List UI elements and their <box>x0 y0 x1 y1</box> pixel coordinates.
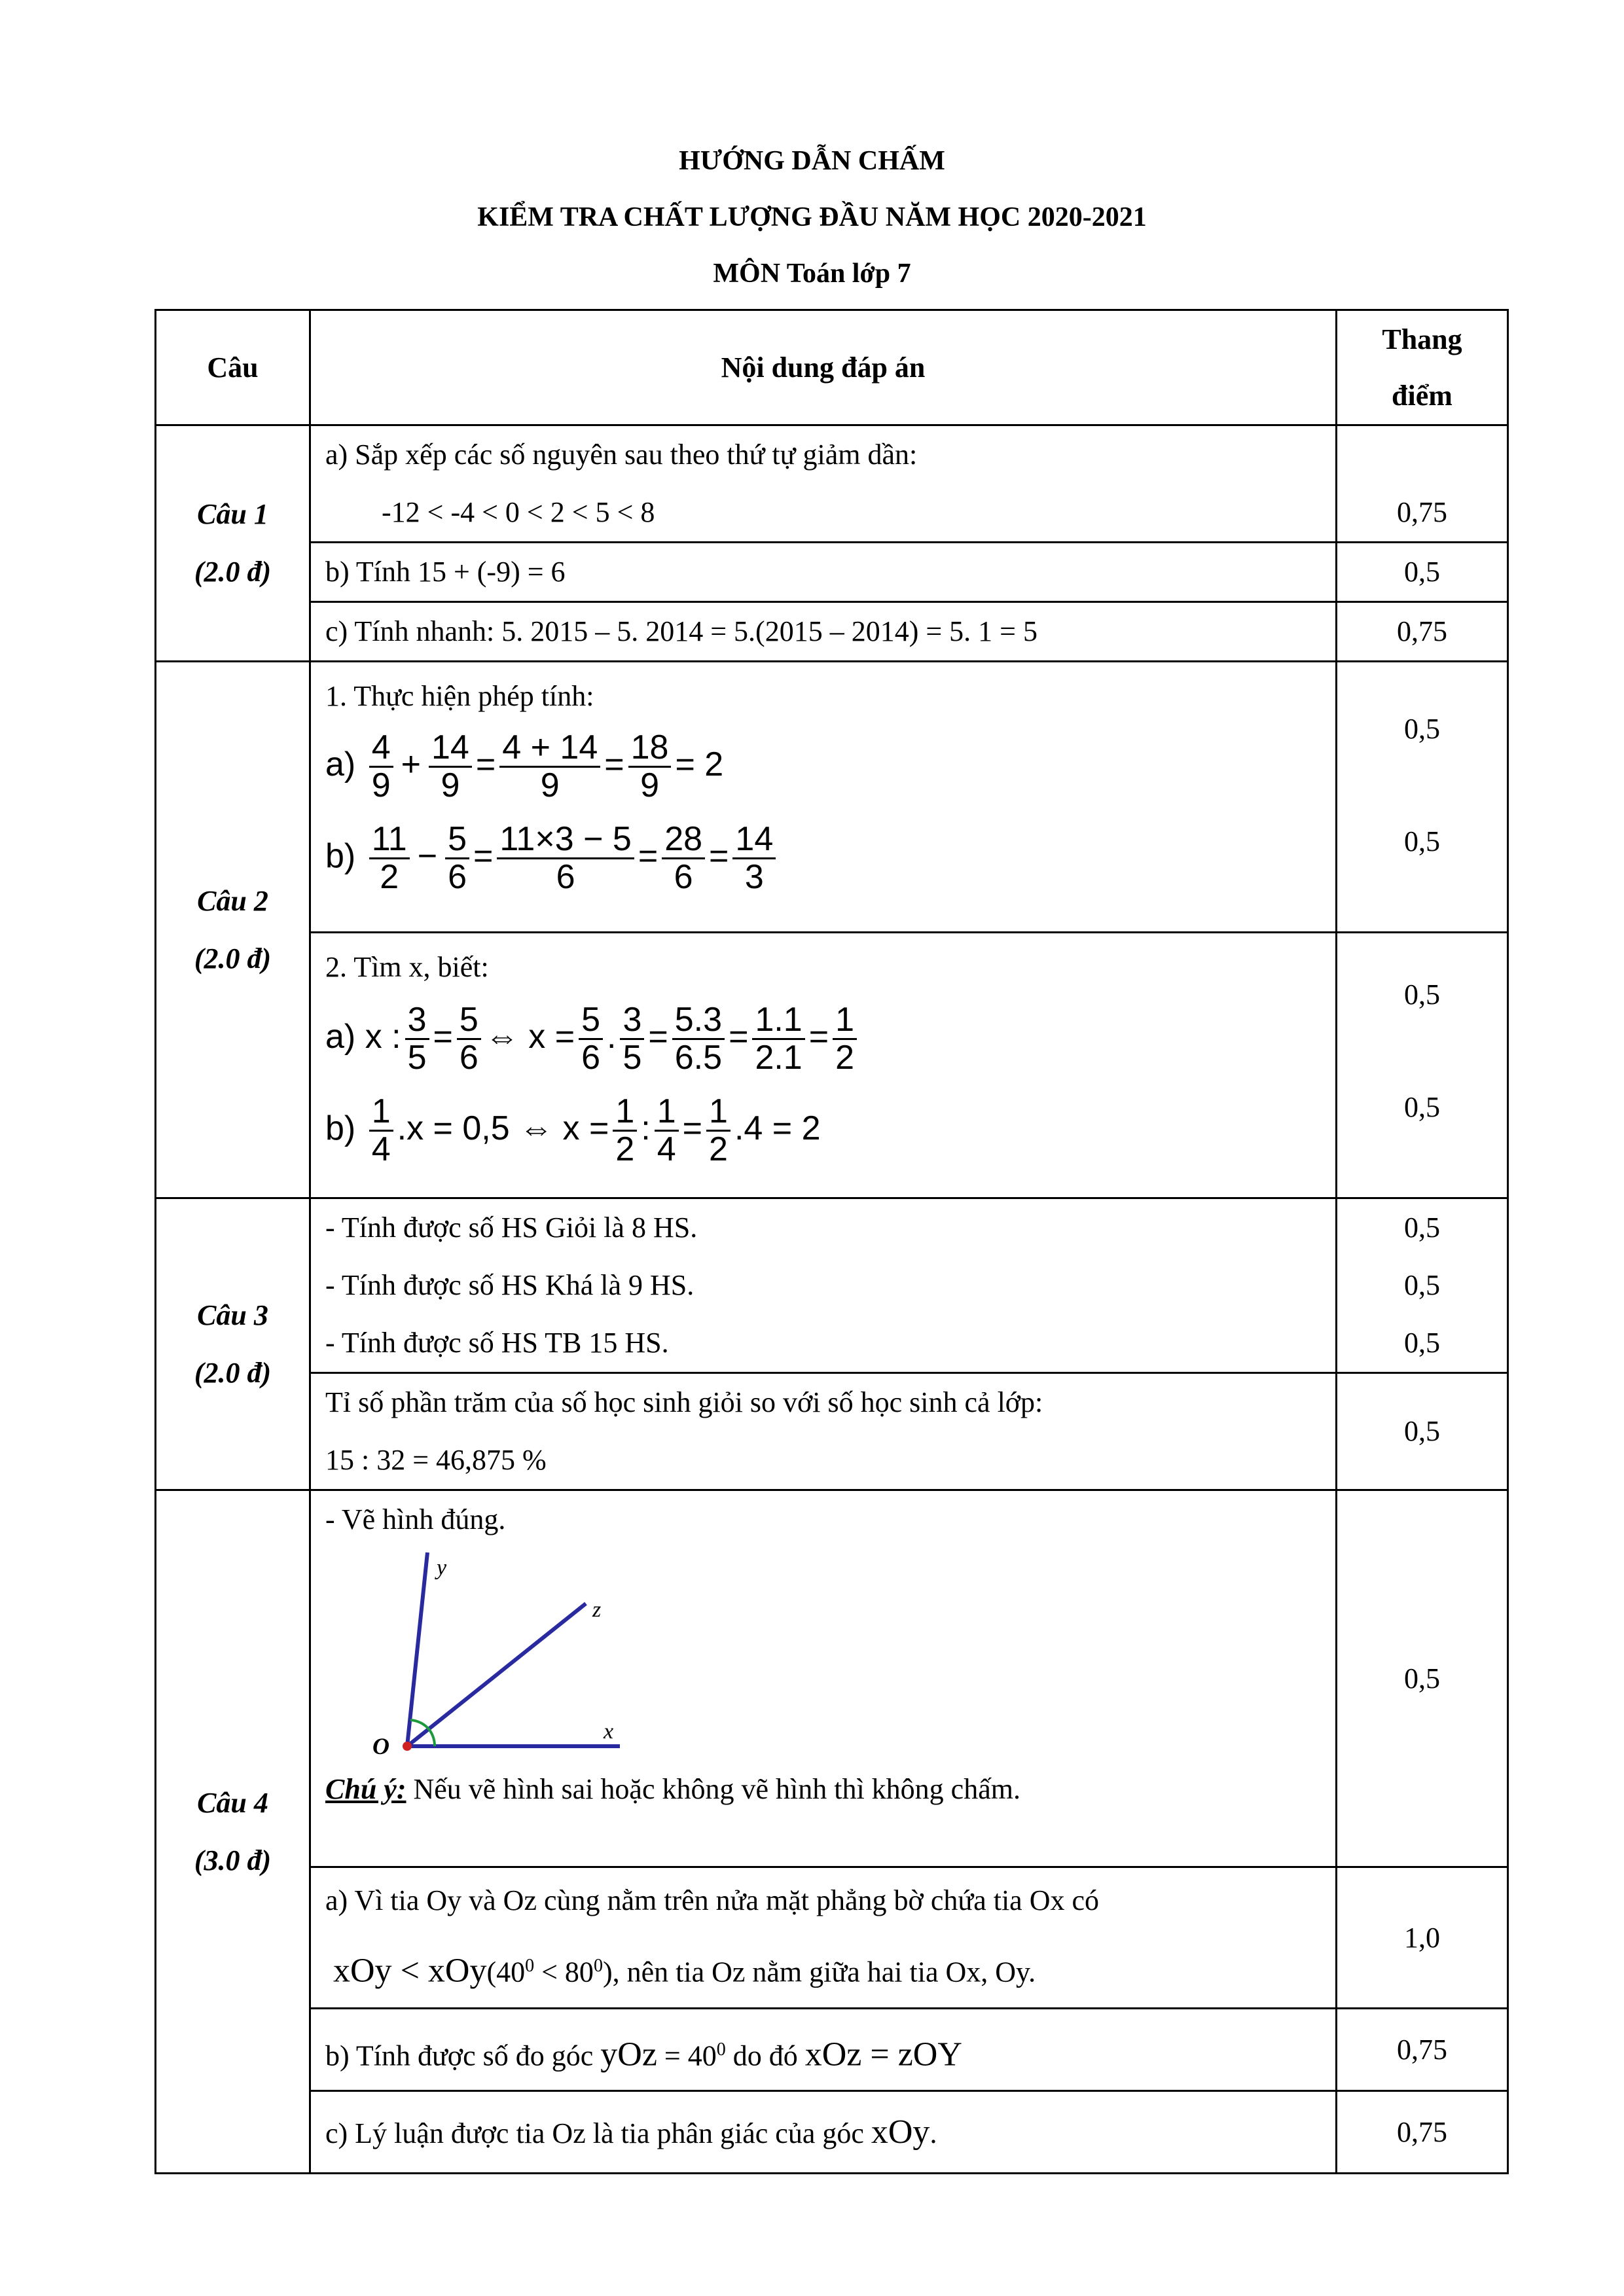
q4-c-pre: c) Lý luận được tia Oz là tia phân giác của góc <box>325 2117 871 2149</box>
q4-b-eq: = 40 <box>657 2039 717 2072</box>
title-line-2: KIỂM TRA CHẤT LƯỢNG ĐẦU NĂM HỌC 2020-2021 <box>477 202 1147 232</box>
q3-ratio-text: Tỉ số phần trăm của số học sinh giỏi so với số học sinh cả lớp: <box>325 1386 1043 1418</box>
q2-p1a-frac3: $\frac{4 + 14}{9}$ <box>499 730 600 803</box>
q1-label-cell <box>156 425 310 662</box>
q4-a-deg2: 0 <box>593 1956 603 1976</box>
q2-row-1 <box>156 662 1508 933</box>
q2-p2a-frac5: $\frac{5.3}{6.5}$ <box>672 1002 725 1075</box>
q4-a-mid: < 80 <box>534 1956 594 1988</box>
q2-p2a-frac4: $\frac{3}{5}$ <box>620 1002 644 1075</box>
q1-row-a <box>156 425 1508 543</box>
q1-b-content: b) Tính 15 + (-9) = 6 <box>310 543 1337 602</box>
q2-p1a-result: 2 <box>704 745 724 783</box>
q2-p2a-dot: . <box>607 1018 617 1056</box>
q2-p2a-frac7: $\frac{1}{2}$ <box>833 1002 857 1075</box>
header-content: Nội dung đáp án <box>310 310 1337 425</box>
q4-a-angle1: xOy <box>333 1952 392 1990</box>
q3-lines <box>310 1198 1337 1373</box>
q2-p2a-pre: x : <box>365 1018 401 1056</box>
label-z: z <box>592 1598 602 1622</box>
q2-p2b-tail: .4 = 2 <box>734 1109 821 1147</box>
q4-row-a <box>156 1867 1508 2009</box>
q2-label: Câu 2 <box>197 884 268 917</box>
q3-score-3: 0,5 <box>1404 1327 1440 1359</box>
q4-b-angle1: yOz <box>600 2036 657 2073</box>
q4-c-end: . <box>929 2117 937 2149</box>
table-header-row <box>156 310 1508 425</box>
label-o: O <box>372 1733 389 1759</box>
q4-draw-score: 0,5 <box>1337 1490 1508 1867</box>
q2-p2a-frac2: $\frac{5}{6}$ <box>457 1002 481 1075</box>
q2-p2-scores <box>1337 933 1508 1198</box>
q2-p2b-frac2: $\frac{1}{2}$ <box>613 1094 637 1167</box>
q2-p1a-score: 0,5 <box>1404 713 1440 745</box>
q4-a-score: 1,0 <box>1337 1867 1508 2009</box>
angle-arc-outer <box>410 1720 429 1730</box>
q4-draw-content <box>310 1490 1337 1867</box>
q2-p2b-label: b) <box>325 1109 356 1147</box>
q1-points: (2.0 đ) <box>194 556 272 588</box>
q2-p1b-expression: b) $\frac{11}{2}$ − $\frac{5}{6}$ = $\frac{11\times 3 - 5}{6}$ = $\frac{28}{6}$ = $\frac{14}{3}$ <box>311 810 1335 902</box>
q4-a-content <box>310 1867 1337 2009</box>
q4-a-angle2: xOy <box>427 1952 487 1990</box>
q2-p2-title: 2. Tìm x, biết: <box>325 951 489 983</box>
q1-row-c <box>156 602 1508 662</box>
q3-row-1 <box>156 1198 1508 1373</box>
q3-score-1: 0,5 <box>1404 1211 1440 1244</box>
q3-line-1: - Tính được số HS Giỏi là 8 HS. <box>325 1211 698 1244</box>
q3-label: Câu 3 <box>197 1299 268 1331</box>
q3-line-2: - Tính được số HS Khá là 9 HS. <box>325 1269 695 1301</box>
q2-p2a-iff: ⇔ x = <box>484 1018 575 1056</box>
label-x: x <box>604 1719 614 1744</box>
ray-oy <box>407 1552 427 1746</box>
q2-p1b-frac1: $\frac{11}{2}$ <box>369 821 410 895</box>
q2-p2b-frac1: $\frac{1}{4}$ <box>369 1094 393 1167</box>
q1-row-b <box>156 543 1508 602</box>
angle-figure <box>338 1549 640 1765</box>
q2-p2a-frac3: $\frac{5}{6}$ <box>579 1002 603 1075</box>
q4-points: (3.0 đ) <box>194 1844 272 1876</box>
header-score-line2: điểm <box>1392 379 1453 412</box>
q2-p1a-frac4: $\frac{18}{9}$ <box>628 730 672 803</box>
q2-p1b-frac4: $\frac{28}{6}$ <box>662 821 705 895</box>
q1-a-text: a) Sắp xếp các số nguyên sau theo thứ tự giảm dần: <box>325 439 918 471</box>
q2-p1b-frac5: $\frac{14}{3}$ <box>732 821 776 895</box>
q2-p2a-label: a) <box>325 1018 356 1056</box>
q3-row-2 <box>156 1373 1508 1490</box>
q4-row-c <box>156 2091 1508 2174</box>
ray-oz <box>407 1604 586 1746</box>
q1-a-content <box>310 425 1337 543</box>
q3-ratio-score: 0,5 <box>1337 1373 1508 1490</box>
title-line-3: MÔN Toán lớp 7 <box>713 259 911 289</box>
q2-p2b-colon: : <box>641 1109 651 1147</box>
q4-a-lt: < <box>391 1952 428 1990</box>
q4-c-content <box>310 2091 1337 2174</box>
q4-draw-text: - Vẽ hình đúng. <box>325 1503 506 1535</box>
q2-row-2 <box>156 933 1508 1198</box>
q2-p2b-expression: b) $\frac{1}{4}$ .x = 0,5 ⇔ x = $\frac{1}{2}$ : $\frac{1}{4}$ = $\frac{1}{2}$ .4 = 2 <box>325 1092 821 1168</box>
q4-b-deg: 0 <box>716 2039 726 2060</box>
q2-p1a-label: a) <box>325 745 356 783</box>
header-score-line1: Thang <box>1382 323 1462 355</box>
answer-table <box>154 309 1509 2174</box>
q3-points: (2.0 đ) <box>194 1356 272 1389</box>
q3-ratio <box>310 1373 1337 1490</box>
q2-p2b-frac3: $\frac{1}{4}$ <box>655 1094 679 1167</box>
q2-p1a-frac2: $\frac{14}{9}$ <box>429 730 472 803</box>
title-line-1: HƯỚNG DẪN CHẤM <box>679 146 945 176</box>
q4-c-angle: xOy <box>871 2113 930 2151</box>
q4-label: Câu 4 <box>197 1786 268 1819</box>
q2-p2b-score: 0,5 <box>1404 1091 1440 1123</box>
q2-label-cell <box>156 662 310 1198</box>
q2-p1-title: 1. Thực hiện phép tính: <box>325 680 594 712</box>
q4-a-deg1: 0 <box>525 1956 535 1976</box>
q1-a-answer: -12 < -4 < 0 < 2 < 5 < 8 <box>382 496 655 528</box>
q4-b-pre: b) Tính được số đo góc <box>325 2039 601 2072</box>
angle-arc <box>429 1730 435 1746</box>
q3-ratio-calc: 15 : 32 = 46,875 % <box>325 1444 547 1476</box>
q2-p2b-mid: .x = 0,5 ⇔ x = <box>397 1109 609 1147</box>
q2-p1-scores <box>1337 662 1508 933</box>
q4-a-line2 <box>325 1933 1335 2005</box>
q2-p1a-frac1: $\frac{4}{9}$ <box>369 730 393 803</box>
q2-p2a-frac1: $\frac{3}{5}$ <box>405 1002 429 1075</box>
q2-p1b-score: 0,5 <box>1404 825 1440 857</box>
q4-note-text: Nếu vẽ hình sai hoặc không vẽ hình thì không chấm. <box>406 1773 1020 1805</box>
q2-p2a-expression: a) x : $\frac{3}{5}$ = $\frac{5}{6}$ ⇔ x = $\frac{5}{6}$ . $\frac{3}{5}$ = $\frac{5.3}{6.5}$ = $\frac{1.1}{2.1}$ = $\frac{1}{2}$ <box>311 991 1335 1083</box>
point-o <box>403 1742 412 1751</box>
q2-p1b-frac3: $\frac{11\times 3 - 5}{6}$ <box>497 821 634 895</box>
q2-p1a-expression: a) $\frac{4}{9}$ + $\frac{14}{9}$ = $\frac{4 + 14}{9}$ = $\frac{18}{9}$ = 2 <box>325 728 724 804</box>
q2-p1b-op: − <box>417 837 438 875</box>
q4-note-label: Chú ý: <box>325 1773 406 1805</box>
q2-p1a-op: + <box>401 745 421 783</box>
q4-b-angle2: xOz = zOY <box>804 2036 962 2073</box>
q4-row-b <box>156 2009 1508 2091</box>
q2-p1-content <box>310 662 1337 933</box>
q2-points: (2.0 đ) <box>194 942 272 975</box>
q2-p2-content <box>310 933 1337 1198</box>
q2-p2a-frac6: $\frac{1.1}{2.1}$ <box>752 1002 804 1075</box>
q4-note <box>325 1761 1335 1818</box>
header-cau: Câu <box>156 310 310 425</box>
q4-row-draw <box>156 1490 1508 1867</box>
q1-a-score: 0,75 <box>1337 425 1508 543</box>
header-score <box>1337 310 1508 425</box>
q4-c-score: 0,75 <box>1337 2091 1508 2174</box>
q4-b-mid: do đó <box>725 2039 805 2072</box>
q4-a-paren: (40 <box>486 1956 526 1988</box>
q4-a-line1: a) Vì tia Oy và Oz cùng nằm trên nửa mặt phẳng bờ chứa tia Ox có <box>325 1884 1100 1916</box>
q3-score-2: 0,5 <box>1404 1269 1440 1301</box>
label-y: y <box>437 1556 447 1580</box>
q2-p2b-frac4: $\frac{1}{2}$ <box>706 1094 731 1167</box>
q1-c-score: 0,75 <box>1337 602 1508 662</box>
q3-line-3: - Tính được số HS TB 15 HS. <box>325 1327 669 1359</box>
q1-b-score: 0,5 <box>1337 543 1508 602</box>
q1-label: Câu 1 <box>197 498 268 530</box>
q4-b-score: 0,75 <box>1337 2009 1508 2091</box>
q4-label-cell <box>156 1490 310 2174</box>
q3-scores <box>1337 1198 1508 1373</box>
q2-p1b-frac2: $\frac{5}{6}$ <box>445 821 469 895</box>
q2-p1b-label: b) <box>325 837 356 875</box>
q4-b-content <box>310 2009 1337 2091</box>
q2-p2a-score: 0,5 <box>1404 978 1440 1011</box>
q3-label-cell <box>156 1198 310 1490</box>
q4-a-rest: ), nên tia Oz nằm giữa hai tia Ox, Oy. <box>602 1956 1036 1988</box>
q1-c-content: c) Tính nhanh: 5. 2015 – 5. 2014 = 5.(2015 – 2014) = 5. 1 = 5 <box>310 602 1337 662</box>
